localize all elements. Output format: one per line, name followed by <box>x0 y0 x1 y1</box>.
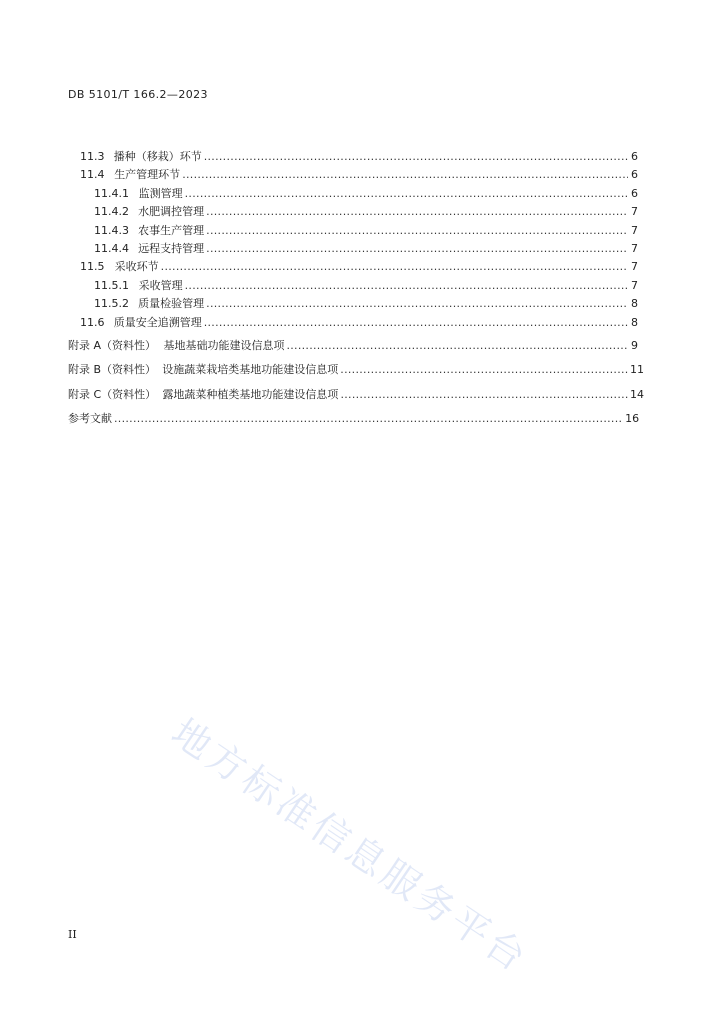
toc-dot-leader <box>185 185 628 203</box>
toc-entry-number: 11.4 <box>80 168 105 182</box>
toc-dot-leader <box>206 222 628 240</box>
toc-entry-title: 远程支持管理 <box>138 241 205 255</box>
toc-entry-page: 8 <box>631 315 638 329</box>
toc-entry-page: 16 <box>625 412 640 426</box>
toc-entry-title: 采收管理 <box>138 278 183 292</box>
toc-dot-leader <box>340 385 628 406</box>
toc-dot-leader <box>206 203 628 221</box>
document-code: DB 5101/T 166.2—2023 <box>68 88 208 101</box>
toc-entry[interactable] <box>68 385 644 406</box>
toc-entry-page: 7 <box>631 278 638 292</box>
toc-entry-number: 11.3 <box>80 150 105 163</box>
toc-dot-leader <box>286 336 628 357</box>
toc-entry[interactable] <box>68 166 638 184</box>
toc-entry[interactable] <box>68 314 638 332</box>
toc-entry[interactable] <box>68 222 638 240</box>
toc-entry[interactable] <box>68 258 638 276</box>
toc-entry-title: 生产管理环节 <box>114 168 181 182</box>
toc-entry-number: 附录 A（资料性） <box>68 338 157 352</box>
toc-entry-page: 6 <box>631 168 638 182</box>
toc-entry[interactable] <box>68 203 638 221</box>
toc-entry-page: 14 <box>630 387 644 401</box>
toc-entry-title: 质量检验管理 <box>138 297 205 311</box>
toc-entry-number: 11.6 <box>80 315 105 329</box>
toc-dot-leader <box>161 258 628 276</box>
toc-entry-number: 附录 B（资料性） <box>68 363 157 377</box>
toc-dot-leader <box>204 148 628 166</box>
toc-entry-number: 附录 C（资料性） <box>68 387 157 401</box>
toc-dot-leader <box>340 360 628 381</box>
toc-entry-page: 8 <box>631 297 638 311</box>
toc-entry[interactable] <box>68 360 644 381</box>
toc-entry-title: 质量安全追溯管理 <box>113 315 202 329</box>
toc-entry[interactable] <box>68 409 638 430</box>
toc-entry[interactable] <box>68 148 638 166</box>
toc-dot-leader <box>182 166 628 184</box>
toc-entry-number: 11.4.1 <box>94 186 129 200</box>
toc-entry-title: 基地基础功能建设信息项 <box>163 338 285 352</box>
toc-entry-page: 9 <box>631 338 638 352</box>
toc-entry-title: 农事生产管理 <box>138 223 205 237</box>
toc-dot-leader <box>206 295 628 313</box>
toc-dot-leader <box>204 314 628 332</box>
toc-dot-leader <box>114 409 623 430</box>
toc-entry[interactable] <box>68 295 638 313</box>
table-of-contents <box>68 148 644 430</box>
toc-entry-page: 11 <box>630 363 644 377</box>
toc-entry[interactable] <box>68 185 638 203</box>
toc-entry[interactable] <box>68 336 638 357</box>
toc-entry-page: 7 <box>631 241 638 255</box>
toc-entry-title: 采收环节 <box>114 260 159 274</box>
toc-entry-title: 水肥调控管理 <box>138 205 205 219</box>
toc-entry-number: 11.5.2 <box>94 297 129 311</box>
toc-entry-number: 11.4.2 <box>94 205 129 219</box>
watermark: 地方标准信息服务平台 <box>163 710 537 982</box>
toc-entry-page: 7 <box>631 223 638 237</box>
toc-dot-leader <box>185 277 628 295</box>
toc-entry-number: 11.4.3 <box>94 223 129 237</box>
toc-entry-page: 7 <box>631 205 638 219</box>
toc-entry-title: 监测管理 <box>138 186 183 200</box>
toc-entry-number: 11.5 <box>80 260 105 274</box>
toc-entry-title: 设施蔬菜栽培类基地功能建设信息项 <box>162 363 339 377</box>
toc-entry-number: 11.4.4 <box>94 241 129 255</box>
toc-entry-page: 7 <box>631 260 638 274</box>
toc-dot-leader <box>206 240 628 258</box>
toc-entry-page: 6 <box>631 150 638 163</box>
toc-entry-title: 参考文献 <box>68 412 112 426</box>
toc-entry[interactable] <box>68 240 638 258</box>
toc-entry[interactable] <box>68 277 638 295</box>
toc-entry-title: 露地蔬菜种植类基地功能建设信息项 <box>162 387 339 401</box>
page-number: II <box>68 928 77 941</box>
toc-entry-number: 11.5.1 <box>94 278 129 292</box>
toc-entry-page: 6 <box>631 186 638 200</box>
toc-entry-title: 播种（移栽）环节 <box>113 150 202 163</box>
